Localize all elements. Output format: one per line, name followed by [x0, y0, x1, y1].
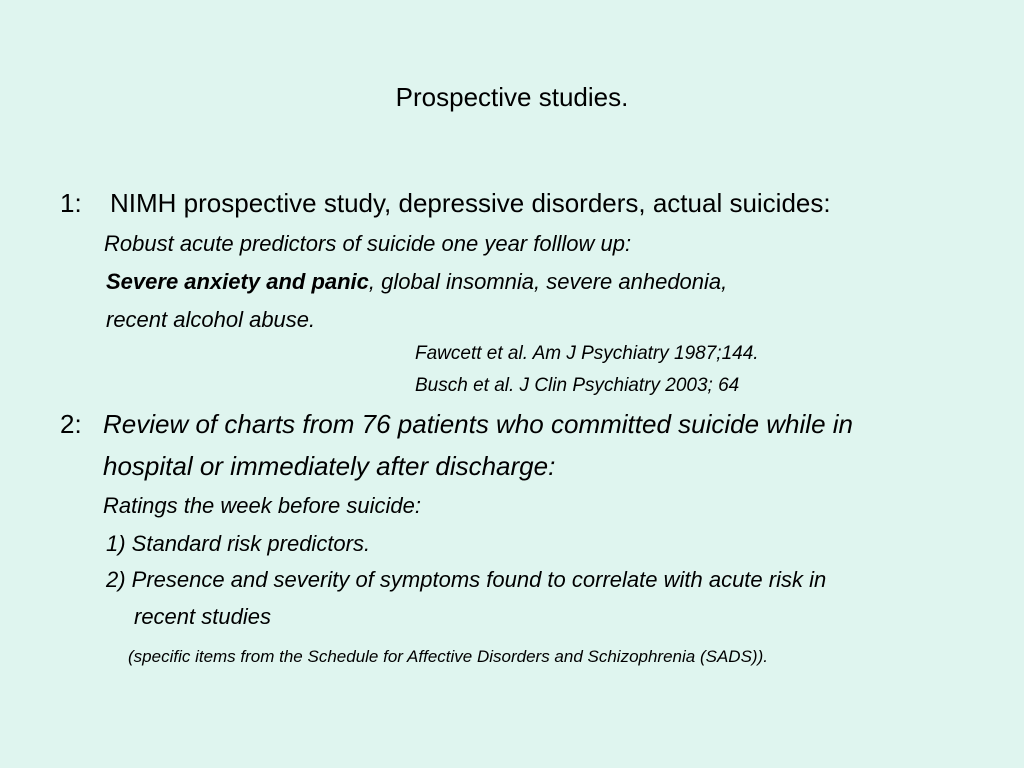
item-1-predictors-line [106, 271, 727, 293]
slide-title: Prospective studies. [395, 82, 629, 112]
item-1-heading: NIMH prospective study, depressive disorders, actual suicides: [110, 188, 831, 218]
item-1-predictors-rest: , global insomnia, severe anhedonia, [368, 269, 728, 294]
item-2-point-2-line-2: recent studies [134, 604, 271, 629]
item-2-note: (specific items from the Schedule for Affective Disorders and Schizophrenia (SADS)). [128, 647, 768, 666]
item-2-heading-line-1: Review of charts from 76 patients who committed suicide while in [103, 409, 853, 439]
item-2-point-1: 1) Standard risk predictors. [106, 531, 371, 556]
item-2-number: 2: [60, 409, 82, 439]
reference-1: Fawcett et al. Am J Psychiatry 1987;144. [415, 343, 759, 364]
item-2-ratings: Ratings the week before suicide: [103, 493, 421, 518]
item-2-point-2-line-1: 2) Presence and severity of symptoms found to correlate with acute risk in [106, 567, 827, 592]
item-1-predictors-line-2: recent alcohol abuse. [106, 307, 316, 332]
item-1-subtitle: Robust acute predictors of suicide one year folllow up: [104, 231, 632, 256]
item-1-bold-predictor: Severe anxiety and panic [106, 269, 369, 294]
reference-2: Busch et al. J Clin Psychiatry 2003; 64 [415, 375, 740, 396]
item-1-number: 1: [60, 188, 82, 218]
item-2-heading-line-2: hospital or immediately after discharge: [103, 451, 556, 481]
